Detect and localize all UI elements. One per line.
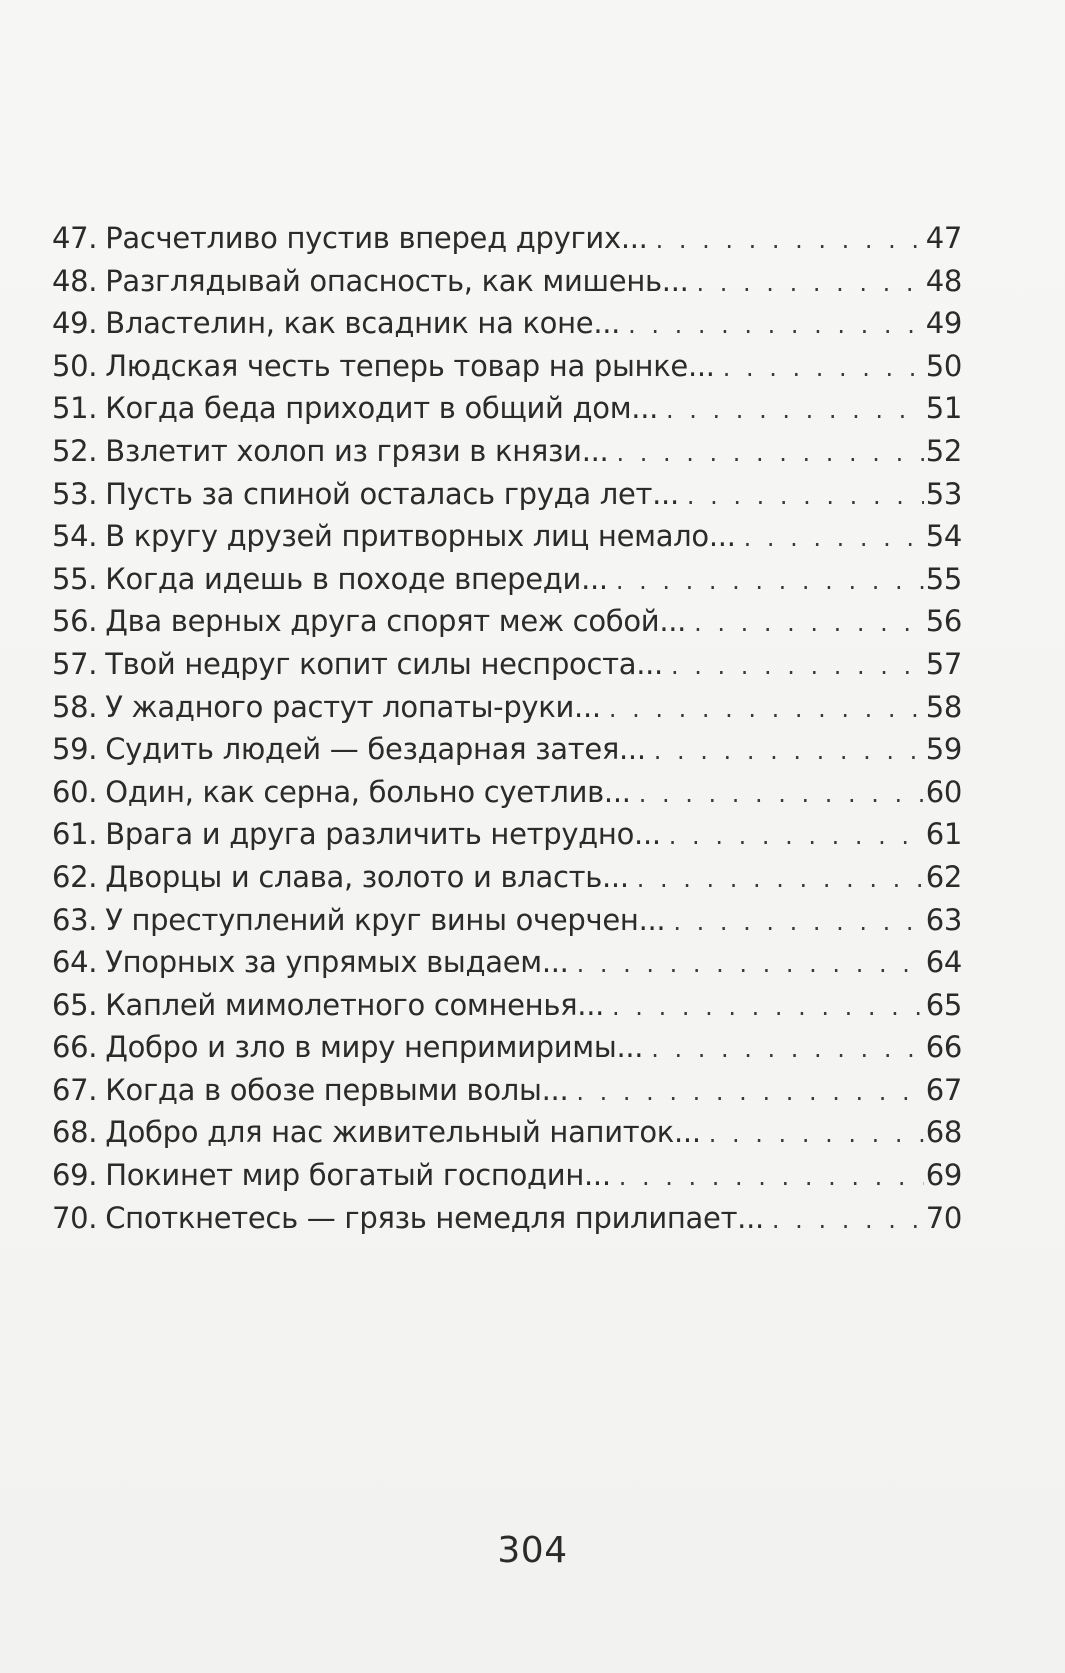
toc-entry-title: Пусть за спиной осталась груда лет... [105,476,679,511]
toc-entry-number: 59. [52,732,98,767]
toc-entry-page: 68 [925,1115,962,1150]
toc-entry [52,1154,962,1197]
toc-entry-page: 63 [925,902,962,937]
toc-entry-title: Дворцы и слава, золото и власть... [105,859,629,894]
toc-entry [52,813,962,856]
toc-entry-number: 65. [52,987,98,1022]
toc-entry-number: 48. [52,263,98,298]
toc-entry [52,728,962,771]
toc-entry-number: 64. [52,945,98,980]
toc-entry-title: В кругу друзей притворных лиц немало... [105,519,736,554]
toc-entry [52,558,962,601]
toc-entry-title: Добро и зло в миру непримиримы... [105,1030,644,1065]
dot-leader [687,475,924,518]
dot-leader [576,1071,923,1114]
toc-entry-number: 55. [52,561,98,596]
toc-entry-number: 70. [52,1200,98,1235]
dot-leader [637,858,924,901]
toc-entry-title: Покинет мир богатый господин... [105,1158,611,1193]
toc-entry [52,217,962,260]
toc-entry-number: 52. [52,433,98,468]
toc-entry-number: 68. [52,1115,98,1150]
toc-entry [52,984,962,1027]
dot-leader [772,1199,924,1242]
toc-entry [52,643,962,686]
toc-entry-title: Добро для нас живительный напиток... [105,1115,701,1150]
toc-entry [52,856,962,899]
toc-entry-title: У жадного растут лопаты-руки... [105,689,601,724]
toc-entry-page: 64 [925,945,962,980]
toc-entry-page: 57 [925,646,962,681]
dot-leader [666,389,924,432]
toc-entry [52,941,962,984]
toc-entry-page: 54 [925,519,962,554]
toc-entry-title: Когда в обозе первыми волы... [105,1072,569,1107]
toc-entry-title: Властелин, как всадник на коне... [105,306,621,341]
toc-entry [52,1069,962,1112]
dot-leader [744,517,924,560]
toc-entry-title: Взлетит холоп из грязи в князи... [105,433,609,468]
toc-entry-number: 67. [52,1072,98,1107]
table-of-contents [52,217,962,1239]
toc-entry-title: Твой недруг копит силы неспроста... [105,646,663,681]
dot-leader [654,730,924,773]
toc-entry-page: 59 [925,732,962,767]
toc-entry [52,430,962,473]
toc-entry [52,387,962,430]
toc-entry-page: 61 [925,817,962,852]
dot-leader [619,1156,924,1199]
dot-leader [669,815,924,858]
toc-entry-title: Расчетливо пустив вперед других... [105,221,648,255]
dot-leader [673,901,923,944]
toc-entry-page: 62 [925,859,962,894]
toc-entry-number: 51. [52,391,98,426]
toc-entry-number: 58. [52,689,98,724]
toc-entry-title: Когда идешь в походе впереди... [105,561,608,596]
dot-leader [697,262,924,305]
toc-entry [52,899,962,942]
toc-entry-title: Один, как серна, больно суетлив... [105,774,631,809]
dot-leader [709,1113,924,1156]
toc-entry-title: Каплей мимолетного сомненья... [105,987,605,1022]
toc-entry-title: Споткнетесь — грязь немедля прилипает... [105,1200,764,1235]
toc-entry-title: Судить людей — бездарная затея... [105,732,646,767]
toc-entry-page: 47 [925,221,962,255]
toc-entry-number: 50. [52,348,98,383]
toc-entry [52,473,962,516]
toc-entry-page: 55 [925,561,962,596]
dot-leader [616,432,923,475]
dot-leader [639,773,924,816]
dot-leader [694,602,924,645]
toc-entry [52,302,962,345]
toc-entry-number: 57. [52,646,98,681]
toc-entry-number: 49. [52,306,98,341]
dot-leader [628,304,924,347]
toc-entry-page: 56 [925,604,962,639]
toc-entry-title: Упорных за упрямых выдаем... [105,945,569,980]
toc-entry-title: Врага и друга различить нетрудно... [105,817,661,852]
toc-entry [52,1197,962,1240]
toc-entry-number: 63. [52,902,98,937]
toc-entry [52,686,962,729]
page-number: 304 [497,1530,568,1571]
toc-entry-title: Людская честь теперь товар на рынке... [105,348,715,383]
toc-entry-number: 69. [52,1158,98,1193]
toc-entry-page: 70 [925,1200,962,1235]
toc-entry [52,515,962,558]
toc-entry [52,345,962,388]
toc-entry-number: 62. [52,859,98,894]
dot-leader [656,219,924,262]
toc-entry-page: 48 [925,263,962,298]
toc-entry-page: 69 [925,1158,962,1193]
toc-entry-number: 61. [52,817,98,852]
toc-entry-page: 67 [925,1072,962,1107]
toc-entry-number: 60. [52,774,98,809]
toc-entry-page: 53 [925,476,962,511]
toc-entry-page: 52 [925,433,962,468]
dot-leader [671,645,924,688]
toc-entry-page: 58 [925,689,962,724]
dot-leader [577,943,924,986]
toc-entry-title: У преступлений круг вины очерчен... [105,902,666,937]
toc-entry-page: 66 [925,1030,962,1065]
toc-entry-title: Разглядывай опасность, как мишень... [105,263,689,298]
dot-leader [612,986,924,1029]
toc-entry-number: 53. [52,476,98,511]
toc-entry-title: Когда беда приходит в общий дом... [105,391,659,426]
toc-entry [52,1111,962,1154]
toc-entry-number: 47. [52,221,98,255]
toc-entry-number: 66. [52,1030,98,1065]
toc-entry-number: 56. [52,604,98,639]
toc-entry-page: 50 [925,348,962,383]
dot-leader [616,560,924,603]
dot-leader [609,688,924,731]
dot-leader [651,1028,923,1071]
toc-entry-page: 65 [925,987,962,1022]
toc-entry [52,600,962,643]
toc-entry-title: Два верных друга спорят меж собой... [105,604,687,639]
toc-entry [52,260,962,303]
toc-entry-number: 54. [52,519,98,554]
toc-entry-page: 51 [925,391,962,426]
toc-entry-page: 49 [925,306,962,341]
toc-entry [52,1026,962,1069]
dot-leader [723,347,924,390]
toc-entry [52,771,962,814]
toc-entry-page: 60 [925,774,962,809]
